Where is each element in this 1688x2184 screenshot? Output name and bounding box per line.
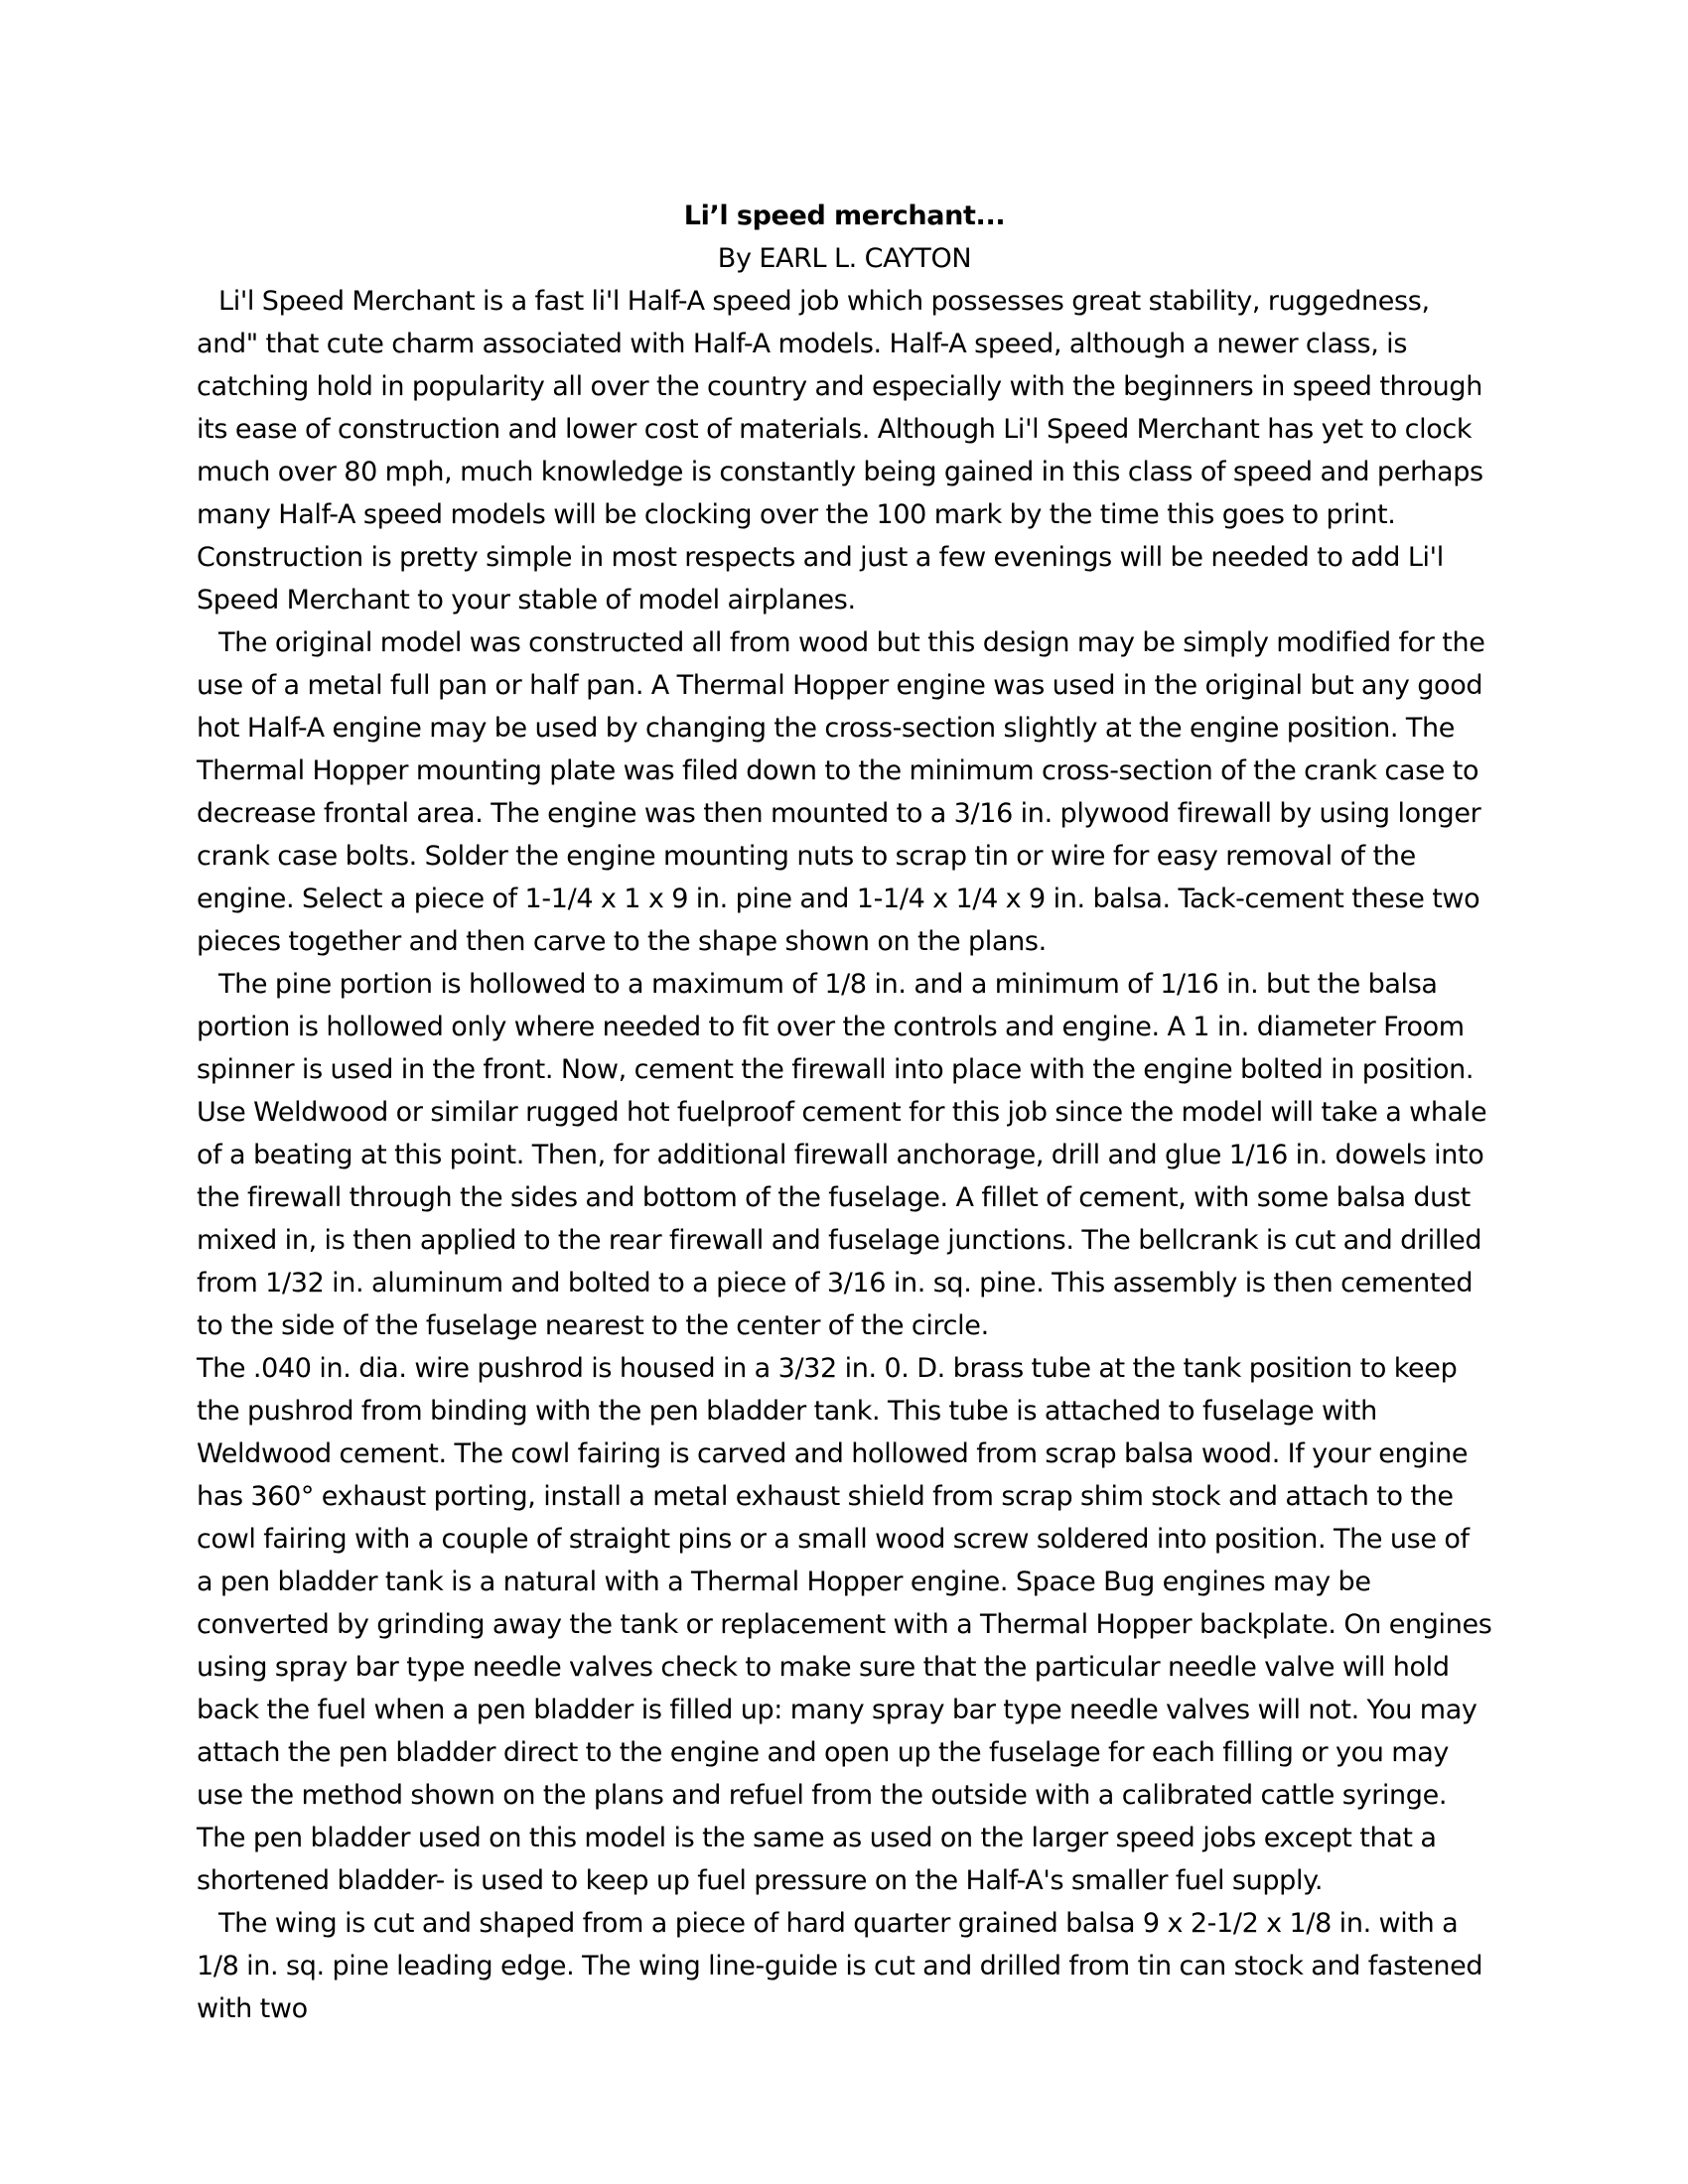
paragraph-engine: The original model was constructed all from wood but this design may be simply modified for the use of a metal full pan or half pan. A Thermal Hopper engine was used in the original but any good hot Half-A engine may be used by changing the cross-section slightly at the engine position. The Thermal Hopper mounting plate was filed down to the minimum cross-section of the crank case to decrease frontal area. The engine was then mounted to a 3/16 in. plywood firewall by using longer crank case bolts. Solder the engine mounting nuts to scrap tin or wire for easy removal of the engine. Select a piece of 1-1/4 x 1 x 9 in. pine and 1-1/4 x 1/4 x 9 in. balsa. Tack-cement these two pieces together and then carve to the shape shown on the plans.: [197, 627, 1485, 957]
paragraph-fuselage: The pine portion is hollowed to a maximum of 1/8 in. and a minimum of 1/16 in. but the balsa portion is hollowed only where needed to fit over the controls and engine. A 1 in. diameter Froom spinner is used in the front. Now, cement the firewall into place with the engine bolted in position. Use Weldwood or similar rugged hot fuelproof cement for this job since the model will take a whale of a beating at this point. Then, for additional firewall anchorage, drill and glue 1/16 in. dowels into the firewall through the sides and bottom of the fuselage. A fillet of cement, with some balsa dust mixed in, is then applied to the rear firewall and fuselage junctions. The bellcrank is cut and drilled from 1/32 in. aluminum and bolted to a piece of 3/16 in. sq. pine. This assembly is then cemented to the side of the fuselage nearest to the center of the circle.: [197, 969, 1487, 1341]
article: [197, 195, 1492, 2030]
paragraph-intro: Li'l Speed Merchant is a fast li'l Half-A speed job which possesses great stability, ruggedness, and" that cute charm associated with Half-A models. Half-A speed, although a newer class, is catching hold in popularity all over the country and especially with the beginners in speed through its ease of construction and lower cost of materials. Although Li'l Speed Merchant has yet to clock much over 80 mph, much knowledge is constantly being gained in this class of speed and perhaps many Half-A speed models will be clocking over the 100 mark by the time this goes to print. Construction is pretty simple in most respects and just a few evenings will be needed to add Li'l Speed Merchant to your stable of model airplanes.: [197, 286, 1483, 615]
article-title: Li’l speed merchant...: [683, 201, 1006, 231]
paragraph-wing: The wing is cut and shaped from a piece of hard quarter grained balsa 9 x 2-1/2 x 1/8 in. with a 1/8 in. sq. pine leading edge. The wing line-guide is cut and drilled from tin can stock and fastened with two: [197, 1908, 1483, 2024]
paragraph-pushrod-tank: The .040 in. dia. wire pushrod is housed in a 3/32 in. 0. D. brass tube at the tank position to keep the pushrod from binding with the pen bladder tank. This tube is attached to fuselage with Weldwood cement. The cowl fairing is carved and hollowed from scrap balsa wood. If your engine has 360° exhaust porting, install a metal exhaust shield from scrap shim stock and attach to the cowl fairing with a couple of straight pins or a small wood screw soldered into position. The use of a pen bladder tank is a natural with a Thermal Hopper engine. Space Bug engines may be converted by grinding away the tank or replacement with a Thermal Hopper backplate. On engines using spray bar type needle valves check to make sure that the particular needle valve will hold back the fuel when a pen bladder is filled up: many spray bar type needle valves will not. You may attach the pen bladder direct to the engine and open up the fuselage for each filling or you may use the method shown on the plans and refuel from the outside with a calibrated cattle syringe. The pen bladder used on this model is the same as used on the larger speed jobs except that a shortened bladder- is used to keep up fuel pressure on the Half-A's smaller fuel supply.: [197, 1353, 1492, 1896]
article-byline: By EARL L. CAYTON: [717, 243, 972, 274]
